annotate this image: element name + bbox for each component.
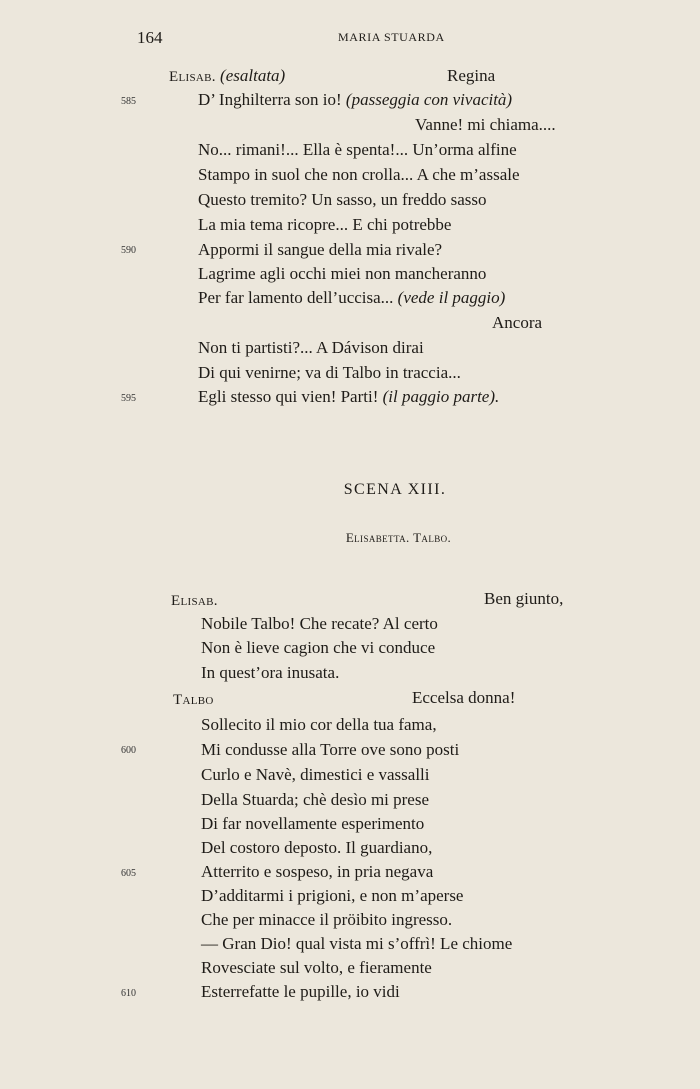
verse-line: Del costoro deposto. Il guardiano, — [201, 838, 433, 857]
verse-line: Vanne! mi chiama.... — [415, 115, 556, 134]
verse-line: Rovesciate sul volto, e fieramente — [201, 958, 432, 977]
line-number: 610 — [121, 988, 136, 999]
verse-line: Ben giunto, — [484, 589, 564, 608]
verse-line: Eccelsa donna! — [412, 688, 516, 707]
verse-line: Regina — [447, 66, 496, 85]
verse-text: Egli stesso qui vien! Parti! — [198, 387, 379, 406]
speaker-name: Talbo — [173, 692, 214, 708]
verse-text: D’ Inghilterra son io! — [198, 90, 342, 109]
verse-line: Di far novellamente esperimento — [201, 814, 425, 833]
stage-direction: (passeggia con vivacità) — [345, 90, 513, 109]
verse-line — [198, 387, 499, 407]
verse-line: Appormi il sangue della mia rivale? — [198, 240, 443, 259]
verse-line: Lagrime agli occhi miei non mancheranno — [198, 264, 487, 283]
verse-line: Stampo in suol che non crolla... A che m’assale — [198, 165, 520, 184]
verse-line: Esterrefatte le pupille, io vidi — [201, 982, 400, 1001]
verse-line — [198, 90, 512, 110]
stage-direction: (esaltata) — [220, 66, 286, 85]
verse-line: Nobile Talbo! Che recate? Al certo — [201, 614, 438, 633]
verse-line: Non è lieve cagion che vi conduce — [201, 638, 436, 657]
verse-line: Sollecito il mio cor della tua fama, — [201, 715, 437, 734]
stage-direction: (vede il paggio) — [397, 288, 506, 307]
verse-line: Di qui venirne; va di Talbo in traccia... — [198, 363, 461, 382]
verse-text: Per far lamento dell’uccisa... — [198, 288, 394, 307]
line-number: 600 — [121, 745, 136, 756]
verse-line: Mi condusse alla Torre ove sono posti — [201, 740, 460, 759]
speaker-line — [169, 66, 285, 86]
verse-line: D’additarmi i prigioni, e non m’aperse — [201, 886, 464, 905]
verse-line: Questo tremito? Un sasso, un freddo sasso — [198, 190, 487, 209]
verse-line: No... rimani!... Ella è spenta!... Un’orma alfine — [198, 140, 517, 159]
verse-line: Ancora — [492, 313, 543, 332]
verse-line: Curlo e Navè, dimestici e vassalli — [201, 765, 430, 784]
scene-title: SCENA XIII. — [343, 481, 447, 498]
speaker-name: Elisab. — [169, 69, 216, 85]
stage-direction: (il paggio parte). — [382, 387, 500, 406]
line-number: 605 — [121, 868, 136, 879]
verse-line: Atterrito e sospeso, in pria negava — [201, 862, 434, 881]
verse-line: In quest’ora inusata. — [201, 663, 340, 682]
verse-line: — Gran Dio! qual vista mi s’offrì! Le chiome — [201, 934, 513, 953]
scene-characters: Elisabetta. Talbo. — [345, 530, 452, 545]
verse-line: Non ti partisti?... A Dávison dirai — [198, 338, 424, 357]
speaker-name: Elisab. — [171, 593, 218, 609]
line-number: 595 — [121, 393, 136, 404]
verse-line — [198, 288, 505, 308]
page-number: 164 — [137, 28, 163, 47]
verse-line: Che per minacce il pröibito ingresso. — [201, 910, 453, 929]
verse-line: La mia tema ricopre... E chi potrebbe — [198, 215, 452, 234]
line-number: 585 — [121, 96, 136, 107]
line-number: 590 — [121, 245, 136, 256]
running-title: MARIA STUARDA — [338, 30, 445, 44]
verse-line: Della Stuarda; chè desìo mi prese — [201, 790, 430, 809]
